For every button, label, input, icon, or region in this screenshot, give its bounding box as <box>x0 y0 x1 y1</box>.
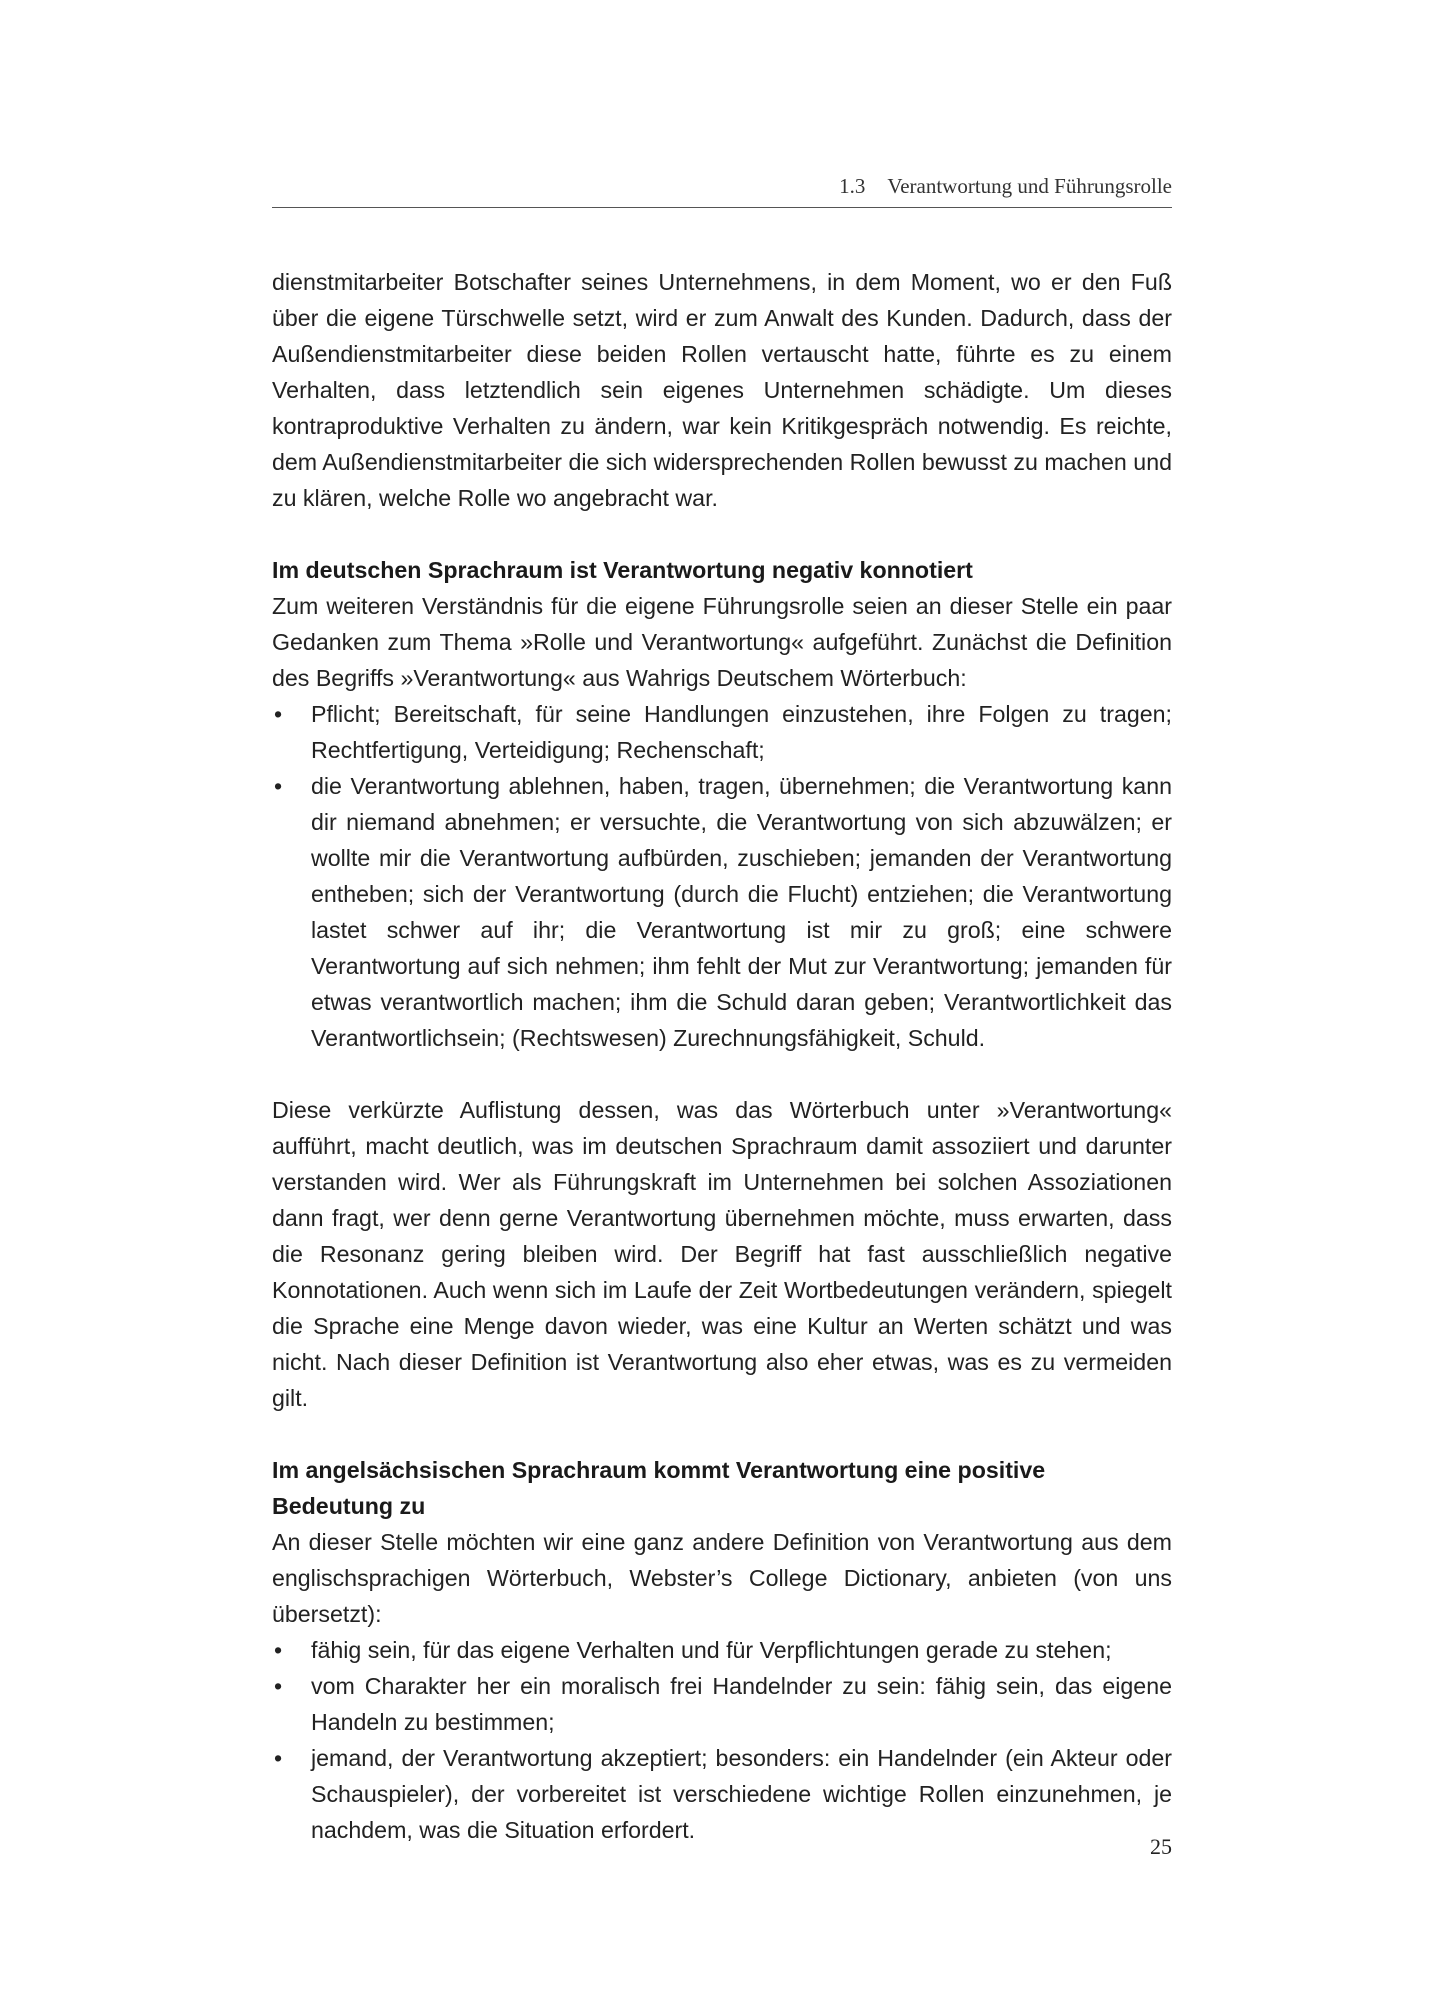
list-item-text: jemand, der Verantwortung akzeptiert; besonders: ein Handelnder (ein Akteur oder Schauspieler), der vorbereitet ist verschiedene wichtige Rollen einzunehmen, je nachdem, was die Situation erfordert. <box>311 1745 1172 1843</box>
bullet-icon: • <box>274 1745 283 1771</box>
closing-paragraph-german: Diese verkürzte Auflistung dessen, was das Wörterbuch unter »Verantwortung« aufführt, macht deutlich, was im deutschen Sprachraum damit assoziiert und darunter verstanden wird. Wer als Führungskraft im Unternehmen bei solchen Assoziationen dann fragt, wer denn gerne Verantwortung übernehmen möchte, muss erwarten, dass die Resonanz gering bleiben wird. Der Begriff hat fast ausschließlich negative Konnotationen. Auch wenn sich im Laufe der Zeit Wortbedeutungen verändern, spiegelt die Sprache eine Menge davon wieder, was eine Kultur an Werten schätzt und was nicht. Nach dieser Definition ist Verantwortung also eher etwas, was es zu vermeiden gilt. <box>272 1097 1172 1411</box>
list-item-text: vom Charakter her ein moralisch frei Handelnder zu sein: fähig sein, das eigene Handeln zu bestimmen; <box>311 1673 1172 1735</box>
section-heading-english: Im angelsächsischen Sprachraum kommt Verantwortung eine positive Bedeutung zu <box>272 1457 1046 1519</box>
list-item <box>272 768 1172 1056</box>
bullet-icon: • <box>274 773 283 799</box>
header-rule <box>272 207 1172 208</box>
paragraph-spacer <box>272 1056 1172 1092</box>
list-item <box>272 1740 1172 1848</box>
running-head <box>272 174 1172 199</box>
page-number: 25 <box>1150 1834 1172 1859</box>
bullet-icon: • <box>274 1637 283 1663</box>
section-number: 1.3 <box>839 174 866 198</box>
bullet-icon: • <box>274 701 283 727</box>
list-item <box>272 1632 1172 1668</box>
section-paragraph-german: Zum weiteren Verständnis für die eigene Führungsrolle seien an dieser Stelle ein paar Gedanken zum Thema »Rolle und Verantwortung« aufgeführt. Zunächst die Definition des Begriffs »Verantwortung« aus Wahrigs Deutschem Wörterbuch: <box>272 593 1172 691</box>
list-item-text: Pflicht; Bereitschaft, für seine Handlungen einzustehen, ihre Folgen zu tragen; Rechtfertigung, Verteidigung; Rechenschaft; <box>311 701 1172 763</box>
intro-paragraph: dienstmitarbeiter Botschafter seines Unternehmens, in dem Moment, wo er den Fuß über die eigene Türschwelle setzt, wird er zum Anwalt des Kunden. Dadurch, dass der Außendienstmitarbeiter diese beiden Rollen vertauscht hatte, führte es zu einem Verhalten, dass letztendlich sein eigenes Unternehmen schädigte. Um dieses kontraproduktive Verhalten zu ändern, war kein Kritikgespräch notwendig. Es reichte, dem Außendienstmitarbeiter die sich widersprechenden Rollen bewusst zu machen und zu klären, welche Rolle wo angebracht war. <box>272 269 1172 511</box>
section-heading-german: Im deutschen Sprachraum ist Verantwortung negativ konnotiert <box>272 557 973 583</box>
bullet-icon: • <box>274 1673 283 1699</box>
list-item <box>272 696 1172 768</box>
page-content <box>272 264 1172 1848</box>
paragraph-spacer <box>272 516 1172 552</box>
paragraph-spacer <box>272 1416 1172 1452</box>
list-item-text: die Verantwortung ablehnen, haben, tragen, übernehmen; die Verantwortung kann dir niemand abnehmen; er versuchte, die Verantwortung von sich abzuwälzen; er wollte mir die Verantwortung aufbürden, zuschieben; jemanden der Verantwortung entheben; sich der Verantwortung (durch die Flucht) entziehen; die Verantwortung lastet schwer auf ihr; die Verantwortung ist mir zu groß; eine schwere Verantwortung auf sich nehmen; ihm fehlt der Mut zur Verantwortung; jemanden für etwas verantwortlich machen; ihm die Schuld daran geben; Verantwortlichkeit das Verantwortlichsein; (Rechtswesen) Zurechnungsfähigkeit, Schuld. <box>311 773 1172 1051</box>
list-item <box>272 1668 1172 1740</box>
bullet-list-english <box>272 1632 1172 1848</box>
list-item-text: fähig sein, für das eigene Verhalten und für Verpflichtungen gerade zu stehen; <box>311 1637 1112 1663</box>
section-title: Verantwortung und Führungsrolle <box>887 174 1172 198</box>
bullet-list-german <box>272 696 1172 1056</box>
section-paragraph-english: An dieser Stelle möchten wir eine ganz andere Definition von Verantwortung aus dem englischsprachigen Wörterbuch, Webster’s College Dictionary, anbieten (von uns übersetzt): <box>272 1529 1172 1627</box>
